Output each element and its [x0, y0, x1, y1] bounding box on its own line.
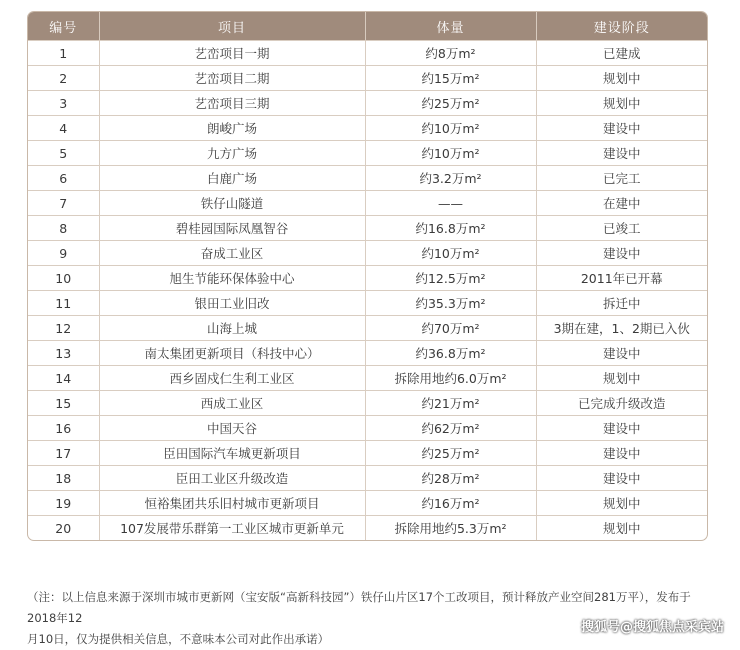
cell-stage: 规划中 — [536, 491, 707, 516]
cell-project: 旭生节能环保体验中心 — [99, 266, 365, 291]
cell-project: 山海上城 — [99, 316, 365, 341]
cell-volume: 约12.5万m² — [365, 266, 536, 291]
cell-project: 臣田工业区升级改造 — [99, 466, 365, 491]
cell-project: 西乡固戍仁生利工业区 — [99, 366, 365, 391]
cell-project: 南太集团更新项目（科技中心） — [99, 341, 365, 366]
table-row — [28, 466, 707, 491]
cell-stage: 2011年已开幕 — [536, 266, 707, 291]
cell-number: 6 — [28, 166, 99, 191]
cell-stage: 规划中 — [536, 516, 707, 541]
cell-project: 铁仔山隧道 — [99, 191, 365, 216]
cell-volume: 约8万m² — [365, 41, 536, 66]
cell-number: 1 — [28, 41, 99, 66]
cell-stage: 已竣工 — [536, 216, 707, 241]
table-row — [28, 91, 707, 116]
cell-stage: 建设中 — [536, 141, 707, 166]
cell-volume: 约36.8万m² — [365, 341, 536, 366]
cell-project: 中国天谷 — [99, 416, 365, 441]
cell-volume: 约25万m² — [365, 91, 536, 116]
table-row — [28, 166, 707, 191]
cell-number: 7 — [28, 191, 99, 216]
header-project: 项目 — [99, 12, 365, 41]
cell-stage: 规划中 — [536, 366, 707, 391]
table-row — [28, 266, 707, 291]
cell-project: 西成工业区 — [99, 391, 365, 416]
table-row — [28, 366, 707, 391]
cell-project: 107发展带乐群第一工业区城市更新单元 — [99, 516, 365, 541]
table-row — [28, 441, 707, 466]
cell-stage: 建设中 — [536, 466, 707, 491]
table-row — [28, 216, 707, 241]
cell-stage: 建设中 — [536, 416, 707, 441]
cell-project: 臣田国际汽车城更新项目 — [99, 441, 365, 466]
cell-number: 16 — [28, 416, 99, 441]
cell-number: 19 — [28, 491, 99, 516]
cell-project: 艺峦项目二期 — [99, 66, 365, 91]
cell-number: 9 — [28, 241, 99, 266]
cell-volume: 约25万m² — [365, 441, 536, 466]
cell-volume: 约35.3万m² — [365, 291, 536, 316]
cell-stage: 建设中 — [536, 241, 707, 266]
cell-stage: 建设中 — [536, 341, 707, 366]
footnote-line-1: （注：以上信息来源于深圳市城市更新网（宝安版“高新科技园”）铁仔山片区17个工改项目，预计释放产业空间281万平），发布于2018年12 — [27, 590, 691, 625]
source-watermark: 搜狐号@搜狐焦点采宾站 — [580, 620, 724, 635]
header-volume: 体量 — [365, 12, 536, 41]
cell-volume: 约10万m² — [365, 141, 536, 166]
cell-volume: 约70万m² — [365, 316, 536, 341]
cell-stage: 已完工 — [536, 166, 707, 191]
cell-stage: 建设中 — [536, 441, 707, 466]
table-row — [28, 291, 707, 316]
cell-volume: 约62万m² — [365, 416, 536, 441]
cell-number: 12 — [28, 316, 99, 341]
projects-table — [28, 12, 707, 540]
cell-volume: 约21万m² — [365, 391, 536, 416]
cell-number: 17 — [28, 441, 99, 466]
cell-stage: 规划中 — [536, 66, 707, 91]
cell-volume: 约10万m² — [365, 241, 536, 266]
cell-stage: 规划中 — [536, 91, 707, 116]
table-row — [28, 316, 707, 341]
table-body — [28, 41, 707, 541]
footnote-line-2: 月10日，仅为提供相关信息，不意味本公司对此作出承诺） — [27, 632, 330, 646]
header-stage: 建设阶段 — [536, 12, 707, 41]
cell-number: 8 — [28, 216, 99, 241]
cell-volume: 约16万m² — [365, 491, 536, 516]
table-row — [28, 391, 707, 416]
cell-number: 4 — [28, 116, 99, 141]
cell-project: 九方广场 — [99, 141, 365, 166]
table-header-row — [28, 12, 707, 41]
cell-number: 13 — [28, 341, 99, 366]
cell-volume: 约10万m² — [365, 116, 536, 141]
cell-stage: 在建中 — [536, 191, 707, 216]
table-row — [28, 41, 707, 66]
cell-number: 11 — [28, 291, 99, 316]
table-row — [28, 191, 707, 216]
cell-volume: 约16.8万m² — [365, 216, 536, 241]
table-row — [28, 491, 707, 516]
cell-project: 碧桂园国际凤凰智谷 — [99, 216, 365, 241]
cell-project: 朗峻广场 — [99, 116, 365, 141]
cell-stage: 3期在建，1、2期已入伙 — [536, 316, 707, 341]
cell-volume: 约15万m² — [365, 66, 536, 91]
table-row — [28, 341, 707, 366]
table-row — [28, 416, 707, 441]
cell-number: 3 — [28, 91, 99, 116]
cell-volume: 约3.2万m² — [365, 166, 536, 191]
cell-volume: 约28万m² — [365, 466, 536, 491]
header-number: 编号 — [28, 12, 99, 41]
cell-volume: 拆除用地约6.0万m² — [365, 366, 536, 391]
cell-project: 艺峦项目一期 — [99, 41, 365, 66]
cell-project: 艺峦项目三期 — [99, 91, 365, 116]
cell-stage: 拆迁中 — [536, 291, 707, 316]
cell-project: 恒裕集团共乐旧村城市更新项目 — [99, 491, 365, 516]
cell-project: 白鹿广场 — [99, 166, 365, 191]
cell-stage: 已完成升级改造 — [536, 391, 707, 416]
cell-volume: —— — [365, 191, 536, 216]
cell-number: 10 — [28, 266, 99, 291]
cell-project: 奋成工业区 — [99, 241, 365, 266]
table-row — [28, 66, 707, 91]
cell-stage: 已建成 — [536, 41, 707, 66]
cell-number: 15 — [28, 391, 99, 416]
cell-project: 银田工业旧改 — [99, 291, 365, 316]
cell-stage: 建设中 — [536, 116, 707, 141]
cell-number: 20 — [28, 516, 99, 541]
cell-volume: 拆除用地约5.3万m² — [365, 516, 536, 541]
cell-number: 5 — [28, 141, 99, 166]
projects-table-container — [27, 11, 708, 541]
table-row — [28, 241, 707, 266]
cell-number: 18 — [28, 466, 99, 491]
table-row — [28, 516, 707, 541]
cell-number: 14 — [28, 366, 99, 391]
table-row — [28, 141, 707, 166]
cell-number: 2 — [28, 66, 99, 91]
table-row — [28, 116, 707, 141]
